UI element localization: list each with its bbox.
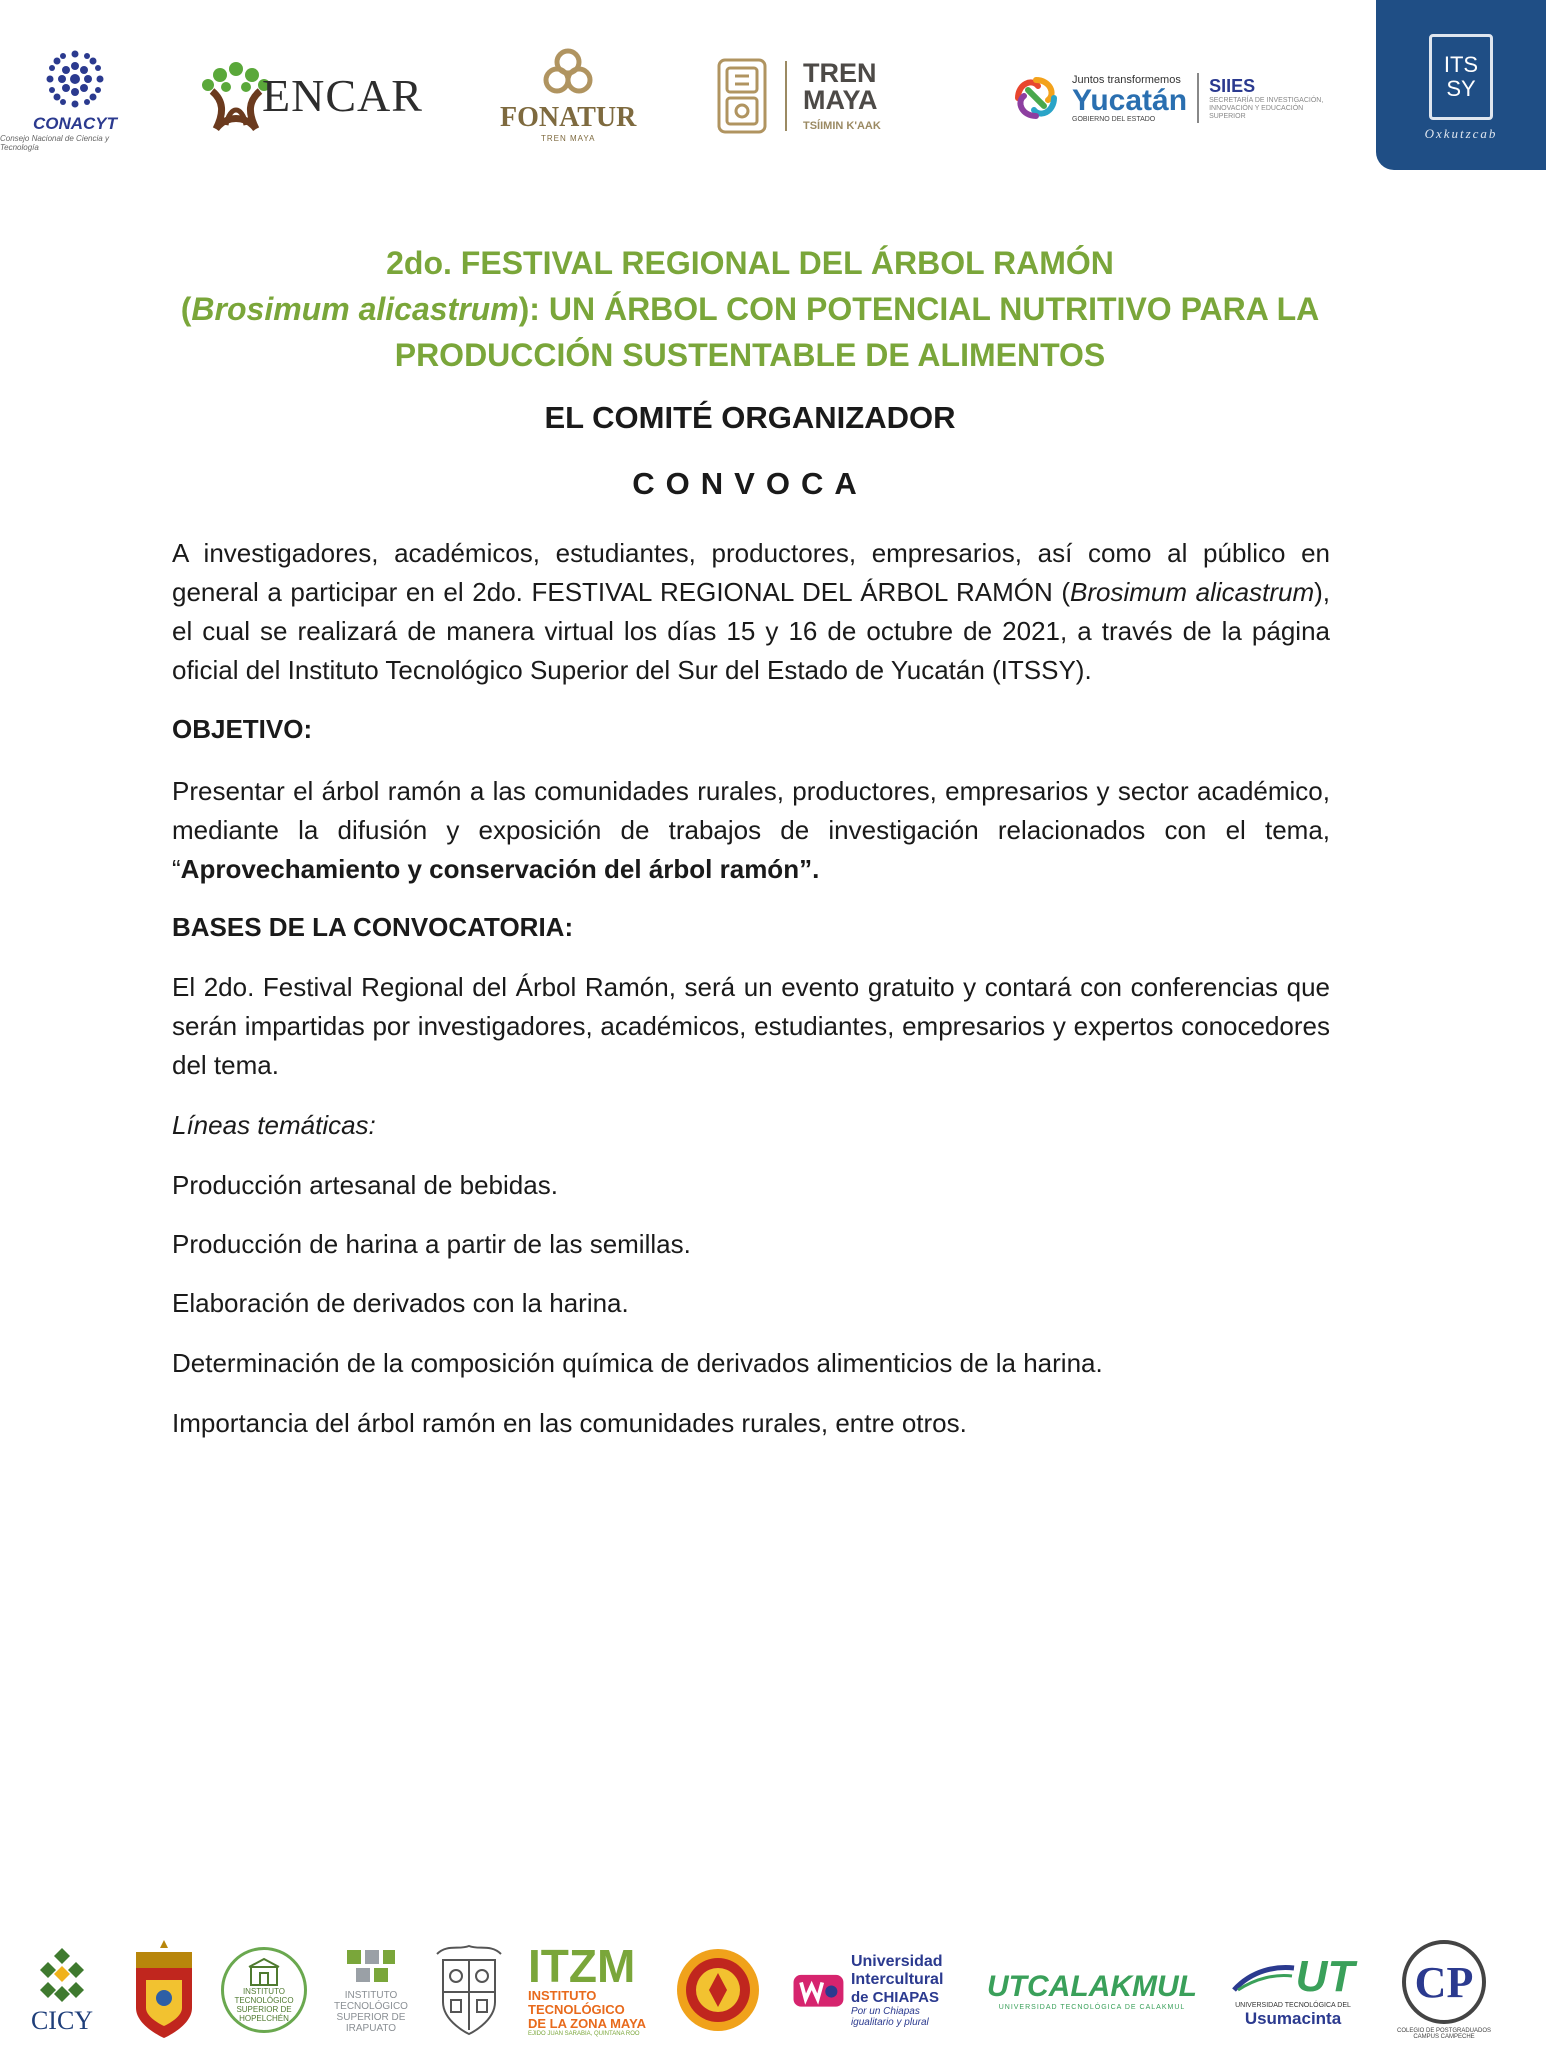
chiapas-slogan: Por un Chiapas igualitario y plural [850, 2005, 929, 2028]
tren-maya-subtitle: TSÍIMIN K'AAK [803, 120, 881, 132]
theme-item: Determinación de la composición química de derivados alimenticios de la harina. [172, 1348, 1103, 1378]
main-title [170, 240, 1330, 378]
itzm-logo [528, 1935, 652, 2045]
itzm-line-3: DE LA ZONA MAYA [528, 2016, 646, 2031]
usumacinta-logo [1218, 1935, 1368, 2045]
bases-paragraph: El 2do. Festival Regional del Árbol Ramón, será un evento gratuito y contará con conferencias que serán impartidas por investigadores, académicos, estudiantes, empresarios y expertos conocedores del tema. [172, 972, 1330, 1080]
orange-seal-logo [672, 1935, 764, 2045]
theme-item: Producción artesanal de bebidas. [172, 1170, 558, 1200]
intro-text-1: A investigadores, académicos, estudiantes, productores, empresarios, así como al público en general a participar en el 2do. FESTIVAL REGIONAL DEL ÁRBOL RAMÓN ( [172, 538, 1330, 607]
itzm-line-2: TECNOLÓGICO [528, 2002, 625, 2017]
conacyt-logo [0, 48, 150, 152]
colpos-logo [1396, 1935, 1492, 2045]
irapuato-line-3: SUPERIOR DE [336, 2012, 406, 2023]
udg-shield-logo [124, 1935, 204, 2045]
usumacinta-swoosh-icon [1232, 1960, 1296, 1994]
title-line-1: 2do. FESTIVAL REGIONAL DEL ÁRBOL RAMÓN [386, 245, 1114, 281]
objective-bold-text: Aprovechamiento y conservación del árbol ramón”. [180, 854, 820, 884]
usumacinta-line-1: UNIVERSIDAD TECNOLÓGICA DEL [1235, 2001, 1351, 2009]
chiapas-uich-icon [792, 1962, 845, 2018]
fonatur-knot-icon [540, 46, 596, 102]
title-species-italic: Brosimum alicastrum [191, 291, 519, 327]
calakmul-subtitle: UNIVERSIDAD TECNOLÓGICA DE CALAKMUL [998, 2003, 1186, 2011]
itzm-name: ITZM [528, 1940, 636, 1992]
cencar-logo [196, 55, 423, 135]
conacyt-subtitle: Consejo Nacional de Ciencia y Tecnología [0, 134, 109, 152]
itssy-logo [1376, 0, 1546, 170]
irapuato-line-4: IRAPUATO [345, 2023, 397, 2034]
theme-item: Producción de harina a partir de las semillas. [172, 1229, 691, 1259]
fonatur-name: FONATUR [500, 102, 637, 133]
calakmul-name: UTCALAKMUL [987, 1969, 1197, 2003]
conacyt-emblem-icon [44, 48, 106, 110]
title-line-2-rest: ): UN ÁRBOL CON POTENCIAL NUTRITIVO PARA LA [518, 291, 1320, 327]
yucatan-name: Yucatán [1072, 83, 1188, 117]
siies-subtitle-2: INNOVACIÓN Y EDUCACIÓN [1209, 104, 1304, 112]
intro-text-2: ), el cual se realizará de manera virtual los días 15 y 16 de octubre de 2021, a través de la página oficial del Instituto Tecnológico Superior del Sur del Estado de Yucatán (ITSSY). [172, 577, 1330, 685]
calakmul-logo [987, 1935, 1197, 2045]
objective-heading: OBJETIVO: [172, 714, 313, 744]
fonatur-subtitle: TREN MAYA [540, 134, 596, 143]
yucatan-emblem-icon [1008, 70, 1064, 126]
tren-maya-line2: MAYA [803, 85, 878, 115]
objective-paragraph [172, 772, 1330, 889]
irapuato-cubes-icon [343, 1946, 399, 1990]
itzm-line-4: EJIDO JUAN SARABIA, QUINTANA ROO [528, 2031, 640, 2037]
tren-maya-logo [715, 56, 881, 136]
yucatan-siies-logo [1008, 70, 1323, 126]
yucatan-government: GOBIERNO DEL ESTADO [1072, 115, 1156, 123]
convoca-heading: CONVOCA [632, 466, 868, 501]
theme-item: Importancia del árbol ramón en las comunidades rurales, entre otros. [172, 1408, 967, 1438]
chiapas-line-2: Intercultural [850, 1970, 944, 1988]
title-line-2: (Brosimum alicastrum): UN ÁRBOL CON POTENCIAL NUTRITIVO PARA LA [180, 291, 1320, 327]
siies-subtitle-3: SUPERIOR [1209, 112, 1246, 120]
colpos-line-1: COLEGIO DE POSTGRADUADOS [1396, 2028, 1492, 2034]
cicy-leaves-icon [34, 1944, 90, 2006]
coat-of-arms-icon [433, 1940, 505, 2040]
itssy-subtitle: Oxkutzcab [1424, 126, 1498, 141]
fonatur-logo [500, 46, 636, 143]
organizer-heading: EL COMITÉ ORGANIZADOR [544, 400, 956, 435]
themes-heading: Líneas temáticas: [172, 1110, 376, 1140]
intro-species-italic: Brosimum alicastrum [1070, 577, 1315, 607]
theme-item: Elaboración de derivados con la harina. [172, 1288, 629, 1318]
cencar-name: ENCAR [262, 69, 423, 121]
siies-name: SIIES [1209, 75, 1256, 96]
irapuato-line-2: TECNOLÓGICO [334, 2001, 408, 2012]
bases-heading: BASES DE LA CONVOCATORIA: [172, 912, 574, 942]
siies-subtitle-1: SECRETARÍA DE INVESTIGACIÓN, [1209, 96, 1324, 104]
hopelchen-logo [218, 1935, 310, 2045]
itssy-line1: ITS [1443, 52, 1479, 77]
usumacinta-line-2: Usumacinta [1244, 2008, 1342, 2028]
hopelchen-seal [221, 1947, 307, 2033]
irapuato-line-1: INSTITUTO [344, 1990, 398, 2001]
cicy-logo [18, 1935, 106, 2045]
colpos-emblem: CP [1402, 1940, 1486, 2024]
university-shield-icon [128, 1938, 200, 2042]
title-line-3: PRODUCCIÓN SUSTENTABLE DE ALIMENTOS [394, 337, 1106, 373]
hopelchen-building-icon [247, 1957, 281, 1987]
yucatan-divider [1197, 73, 1199, 123]
yucatan-tagline: Juntos transformemos [1072, 73, 1181, 86]
chiapas-line-3: de CHIAPAS [850, 1988, 940, 2006]
objective-text: Presentar el árbol ramón a las comunidades rurales, productores, empresarios y sector académico, mediante la difusión y exposición de trabajos de investigación relacionados con el tema, “ [172, 776, 1330, 884]
maya-glyph-icon [715, 56, 769, 136]
itssy-block [1429, 34, 1493, 120]
chiapas-line-1: Universidad [850, 1952, 943, 1970]
conacyt-name: CONACYT [32, 114, 118, 133]
chiapas-logo [792, 1935, 964, 2045]
intro-paragraph [172, 534, 1330, 690]
tren-maya-line1: TREN [803, 58, 877, 88]
seal-icon [675, 1947, 761, 2033]
coat-of-arms-logo [430, 1935, 508, 2045]
colpos-line-2: CAMPUS CAMPECHE [1413, 2034, 1475, 2040]
cicy-name: CICY [30, 2006, 94, 2035]
itssy-line2: SY [1446, 76, 1476, 101]
hopelchen-name: INSTITUTO TECNOLÓGICO SUPERIOR DE HOPELCHÉN [234, 1987, 294, 2023]
irapuato-logo [326, 1935, 416, 2045]
tren-maya-divider [785, 61, 787, 131]
itzm-line-1: INSTITUTO [528, 1988, 597, 2003]
usumacinta-ut: UT [1295, 1951, 1355, 2001]
